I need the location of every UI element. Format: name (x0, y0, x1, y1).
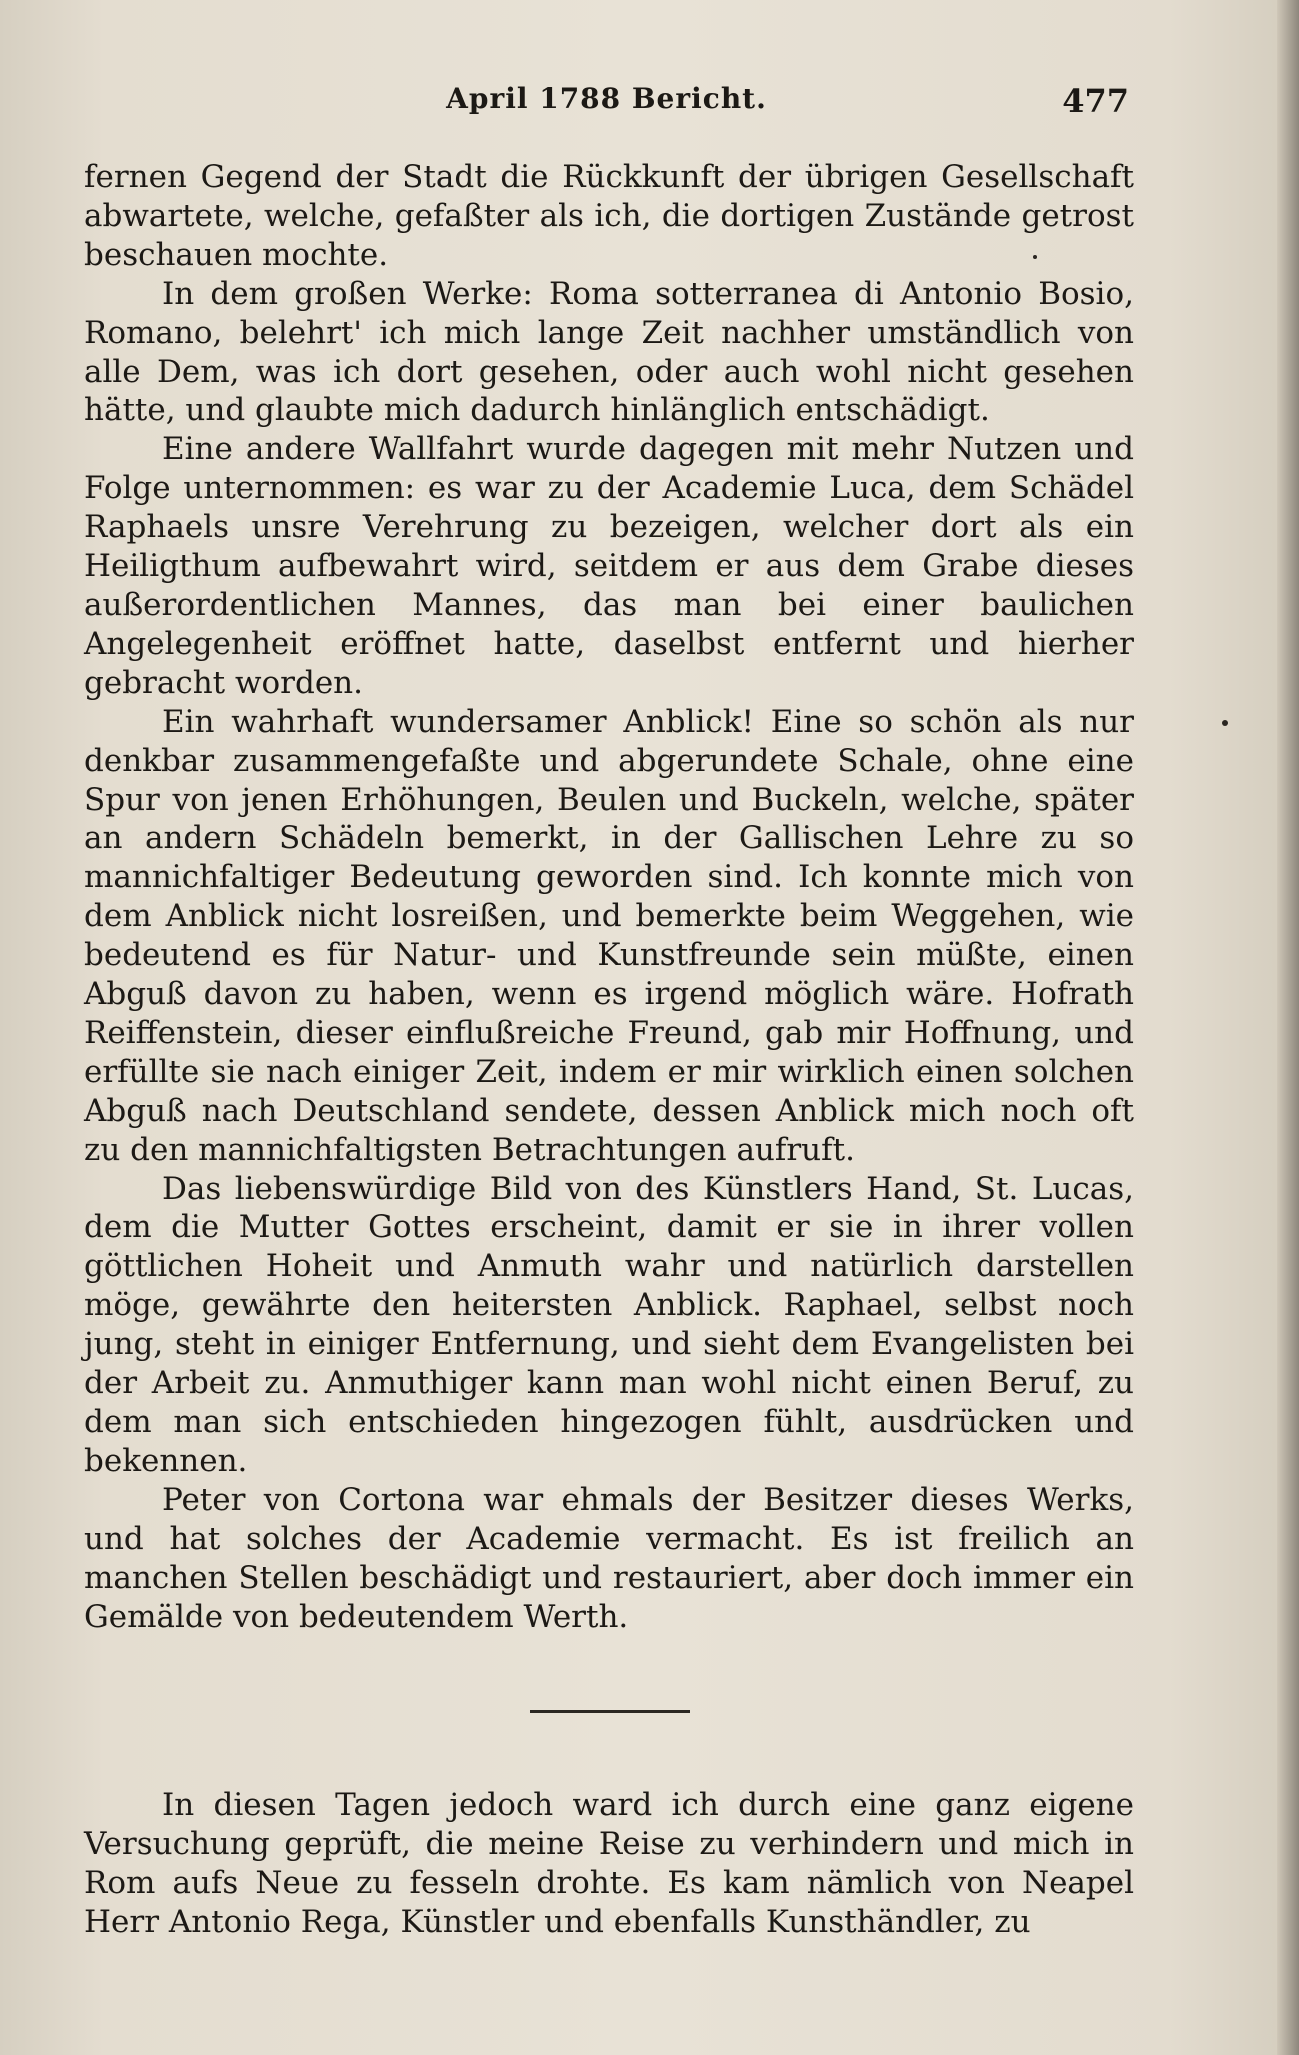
ink-spot (1033, 255, 1037, 259)
running-head: April 1788 Bericht. (446, 82, 767, 115)
ink-spot (1222, 720, 1228, 726)
paragraph-wallfahrt: Eine andere Wallfahrt wurde dagegen mit mehr Nutzen und Folge unternommen: es war zu der Academie Luca, dem Schädel Raphaels unsre Verehrung zu bezeigen, welcher dort als ein Heiligthum aufbewahrt wird, seitdem er aus dem Grabe dieses außerordentlichen Mannes, das man bei einer baulichen Angelegenheit eröffnet hatte, daselbst entfernt und hierher gebracht worden. (84, 431, 1134, 701)
body-text (84, 158, 1134, 1942)
paragraph-roma-sotterranea: In dem großen Werke: Roma sotterranea di Antonio Bosio, Romano, belehrt' ich mich lange Zeit nachher umständlich von alle Dem, was ich dort gesehen, oder auch wohl nicht gesehen hätte, und glaubte mich dadurch hinlänglich entschädigt. (84, 275, 1134, 429)
section-separator-rule (530, 1710, 690, 1713)
paragraph-anblick: Ein wahrhaft wundersamer Anblick! Eine so schön als nur denkbar zusammengefaßte und abgerundete Schale, ohne eine Spur von jenen Erhöhungen, Beulen und Buckeln, welche, später an andern Schädeln bemerkt, in der Gallischen Lehre zu so mannichfaltiger Bedeutung geworden sind. Ich konnte mich von dem Anblick nicht losreißen, und bemerkte beim Weggehen, wie bedeutend es für Natur- und Kunstfreunde sein müßte, einen Abguß davon zu haben, wenn es irgend möglich wäre. Hofrath Reiffenstein, dieser einflußreiche Freund, gab mir Hoffnung, und erfüllte sie nach einiger Zeit, indem er mir wirklich einen solchen Abguß nach Deutschland sendete, dessen Anblick mich noch oft zu den mannichfaltigsten Betrachtungen aufruft. (84, 703, 1134, 1168)
page-edge (1277, 0, 1299, 2055)
paragraph-versuchung: In diesen Tagen jedoch ward ich durch eine ganz eigene Versuchung geprüft, die meine Reise zu verhindern und mich in Rom aufs Neue zu fesseln drohte. Es kam nämlich von Neapel Herr Antonio Rega, Künstler und ebenfalls Kunsthändler, zu (84, 1787, 1134, 1941)
paragraph-peter-von-cortona: Peter von Cortona war ehmals der Besitzer dieses Werks, und hat solches der Academie vermacht. Es ist freilich an manchen Stellen beschädigt und restauriert, aber doch immer ein Gemälde von bedeutendem Werth. (84, 1481, 1134, 1635)
section-separator-area (84, 1636, 1134, 1786)
paragraph-bild-st-lucas: Das liebenswürdige Bild von des Künstlers Hand, St. Lucas, dem die Mutter Gottes erscheint, damit er sie in ihrer vollen göttlichen Hoheit und Anmuth wahr und natürlich darstellen möge, gewährte den heitersten Anblick. Raphael, selbst noch jung, steht in einiger Entfernung, und sieht dem Evangelisten bei der Arbeit zu. Anmuthiger kann man wohl nicht einen Beruf, zu dem man sich entschieden hingezogen fühlt, ausdrücken und bekennen. (84, 1170, 1134, 1479)
page-header (84, 82, 1129, 132)
page-number: 477 (1062, 82, 1129, 120)
paragraph-continued: fernen Gegend der Stadt die Rückkunft der übrigen Gesellschaft abwartete, welche, gefaßter als ich, die dortigen Zustände getrost beschauen mochte. (84, 159, 1134, 273)
